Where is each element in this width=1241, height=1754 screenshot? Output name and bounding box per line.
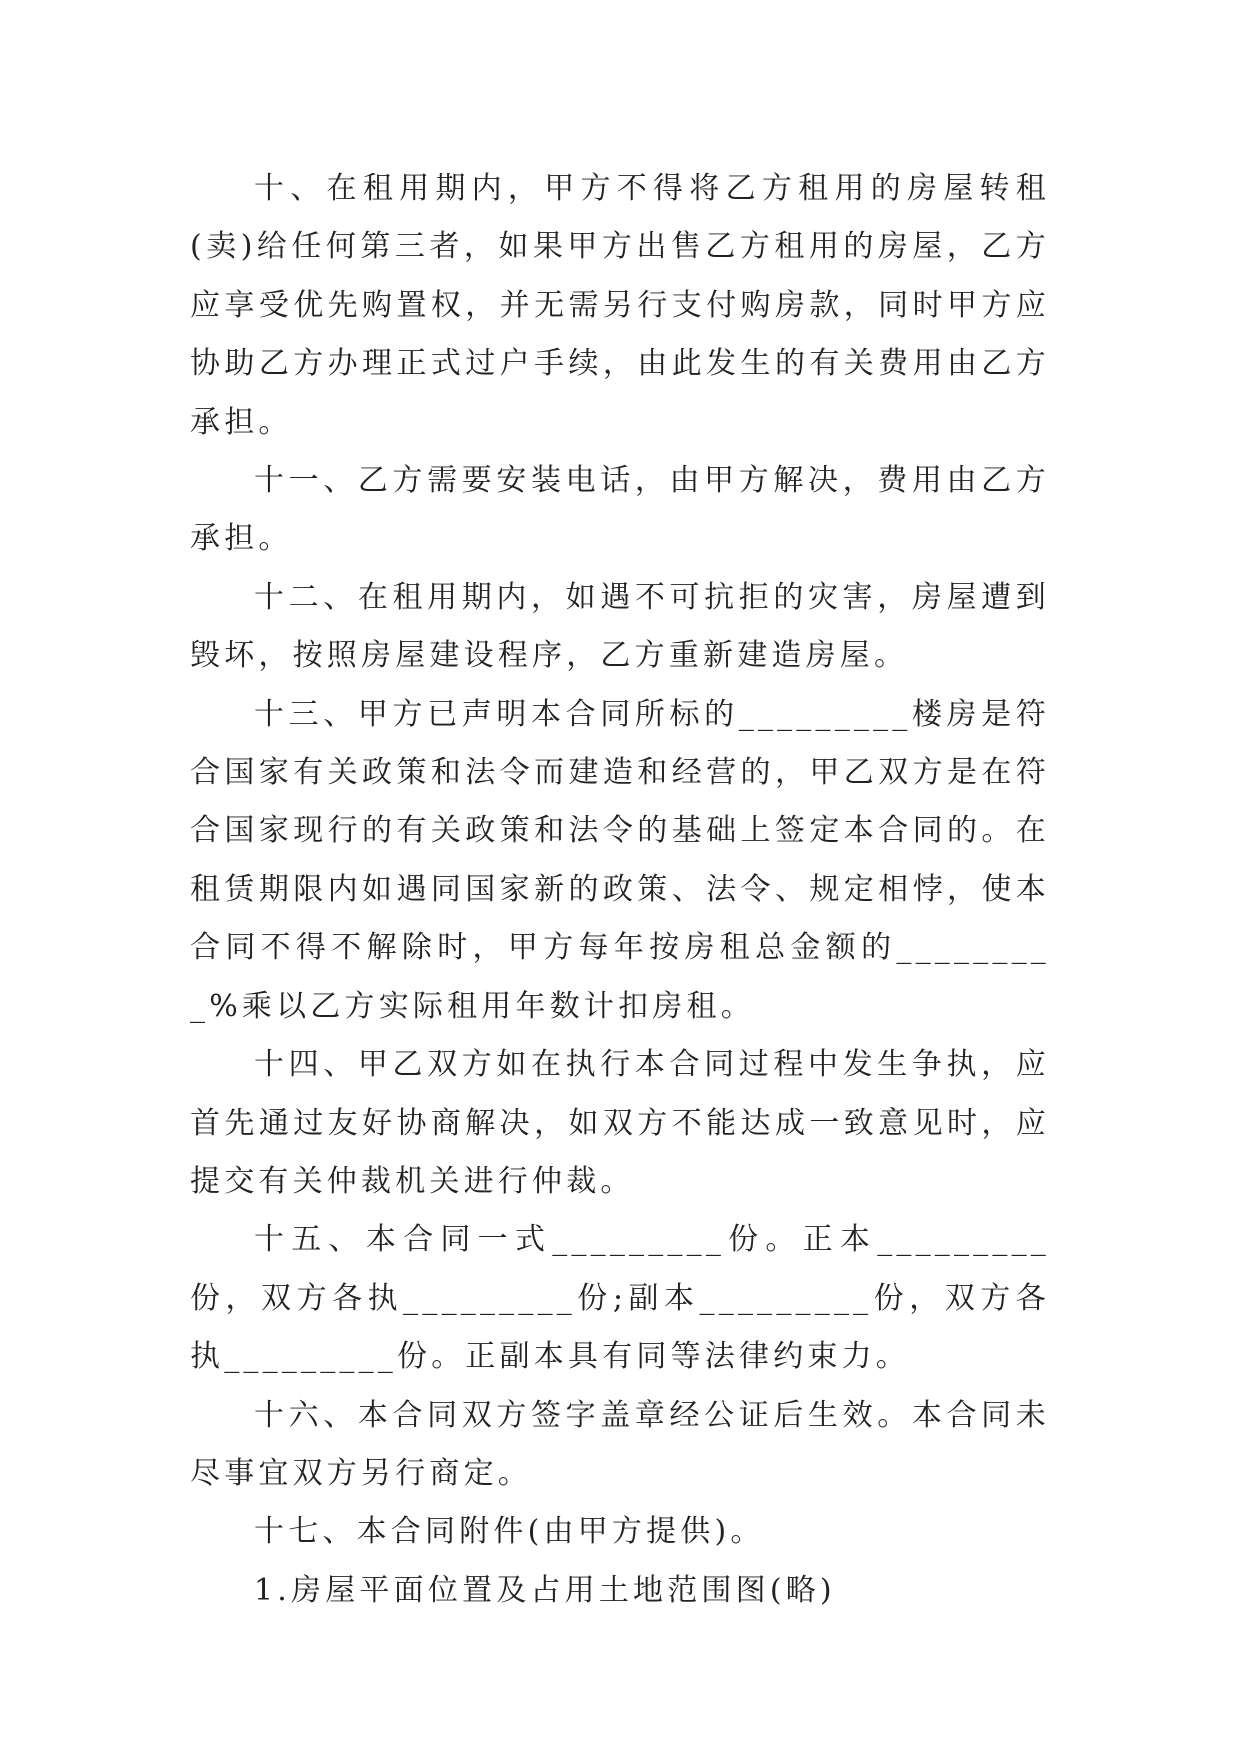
contract-body bbox=[190, 160, 1050, 1620]
clause-15: 十五、本合同一式_________份。正本_________份，双方各执_________份;副本_________份，双方各执_________份。正副本具有同等法律约束力。 bbox=[190, 1222, 1050, 1375]
clause-14: 十四、甲乙双方如在执行本合同过程中发生争执，应首先通过友好协商解决，如双方不能达成一致意见时，应提交有关仲裁机关进行仲裁。 bbox=[190, 1047, 1050, 1199]
clause-13: 十三、甲方已声明本合同所标的_________楼房是符合国家有关政策和法令而建造和经营的，甲乙双方是在符合国家现行的有关政策和法令的基础上签定本合同的。在租赁期限内如遇同国家新的政策、法令、规定相悖，使本合同不得不解除时，甲方每年按房租总金额的_________%乘以乙方实际租用年数计扣房租。 bbox=[190, 696, 1050, 1024]
attachment-item-1: 1.房屋平面位置及占用土地范围图(略) bbox=[254, 1572, 836, 1608]
clause-12: 十二、在租用期内，如遇不可抗拒的灾害，房屋遭到毁坏，按照房屋建设程序，乙方重新建造房屋。 bbox=[190, 579, 1050, 674]
clause-17: 十七、本合同附件(由甲方提供)。 bbox=[254, 1514, 765, 1550]
clause-11: 十一、乙方需要安装电话，由甲方解决，费用由乙方承担。 bbox=[190, 463, 1050, 557]
clause-10: 十、在租用期内，甲方不得将乙方租用的房屋转租(卖)给任何第三者，如果甲方出售乙方租用的房屋，乙方应享受优先购置权，并无需另行支付购房款，同时甲方应协助乙方办理正式过户手续，由此发生的有关费用由乙方承担。 bbox=[190, 171, 1050, 440]
clause-16: 十六、本合同双方签字盖章经公证后生效。本合同未尽事宜双方另行商定。 bbox=[190, 1397, 1050, 1491]
